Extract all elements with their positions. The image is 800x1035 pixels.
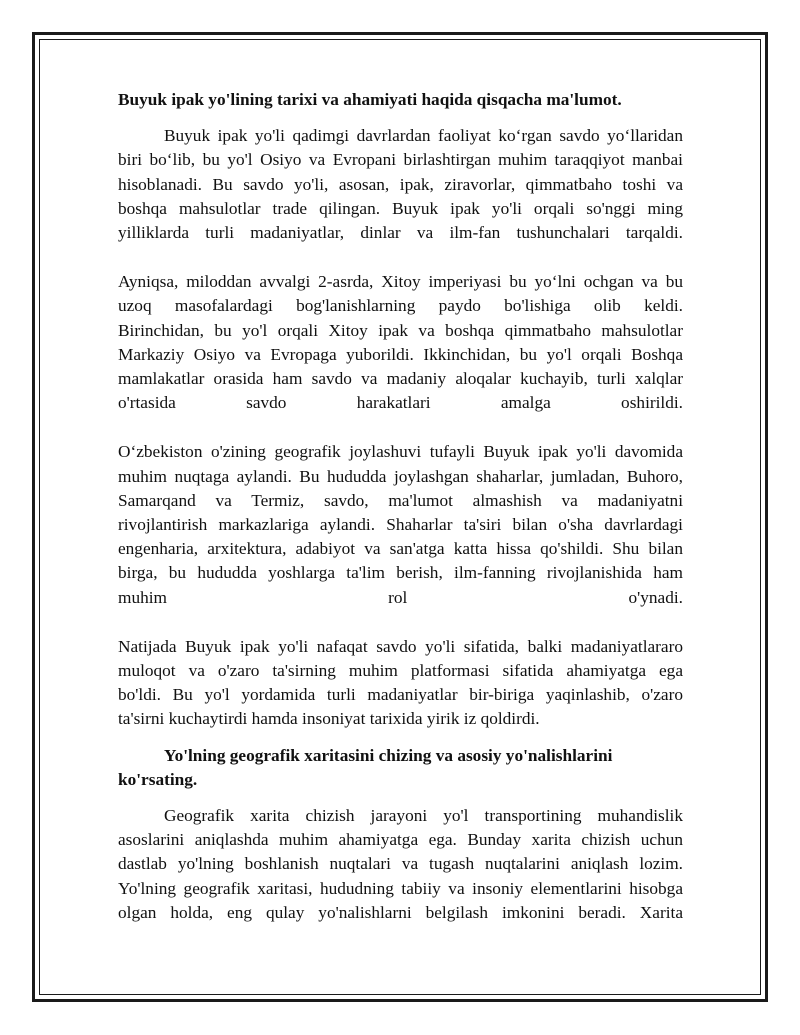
paragraph-map xyxy=(118,804,683,925)
text-line: Markaziy Osiyo va Evropaga yuborildi. Ikkinchidan, bu yo'l orqali Boshqa xyxy=(118,344,683,364)
text-line: bo'ldi. Bu yo'l yordamida turli madaniyatlar bir-biriga yaqinlashib, o'zaro xyxy=(118,685,683,705)
paragraph-history xyxy=(118,124,683,245)
text-line: biri bo‘lib, bu yo'l Osiyo va Evropani birlashtirgan muhim taraqqiyot manbai xyxy=(118,150,683,170)
text-line: engenharia, arxitektura, adabiyot va san'atga katta hissa qo'shildi. Shu bilan xyxy=(118,539,683,559)
heading-line: ko'rsating. xyxy=(118,769,198,789)
text-line: asoslarini aniqlashda muhim ahamiyatga ega. Bunday xarita chizish uchun xyxy=(118,830,683,850)
text-line: o'rtasida savdo harakatlari amalga oshirildi. xyxy=(118,393,683,413)
text-line: muloqot va o'zaro ta'sirning muhim platformasi sifatida ahamiyatga ega xyxy=(118,661,683,681)
text-line: muhim nuqtaga aylandi. Bu hududda joylashgan shaharlar, jumladan, Buhoro, xyxy=(118,466,683,486)
paragraph-uzbekistan xyxy=(118,440,683,609)
text-line: birga, bu hududda yoshlarga ta'lim berish, ilm-fanning rivojlanishida ham xyxy=(118,563,683,583)
text-line: O‘zbekiston o'zining geografik joylashuvi tufayli Buyuk ipak yo'li davomida xyxy=(118,442,683,462)
document-body xyxy=(118,88,683,925)
heading-line: Yo'lning geografik xaritasini chizing va asosiy yo'nalishlarini xyxy=(164,745,613,765)
text-line: boshqa mahsulotlar trade qilingan. Buyuk ipak yo'li orqali so'nggi ming xyxy=(118,198,683,218)
text-line: Ayniqsa, miloddan avvalgi 2-asrda, Xitoy imperiyasi bu yo‘lni ochgan va bu xyxy=(118,272,683,292)
text-line: muhim rol o'ynadi. xyxy=(118,587,683,607)
text-line: olgan holda, eng qulay yo'nalishlarni belgilash imkonini beradi. Xarita xyxy=(118,902,683,922)
text-line: Buyuk ipak yo'li qadimgi davrlardan faoliyat ko‘rgan savdo yo‘llaridan xyxy=(164,126,683,146)
text-line: rivojlantirish markazlariga aylandi. Shaharlar ta'siri bilan o'sha davrlardagi xyxy=(118,515,683,535)
text-line: ta'sirni kuchaytirdi hamda insoniyat tarixida yirik iz qoldirdi. xyxy=(118,709,540,729)
paragraph-conclusion xyxy=(118,635,683,732)
text-line: yilliklarda turli madaniyatlar, dinlar va ilm-fan tushunchalari tarqaldi. xyxy=(118,223,683,243)
text-line: Yo'lning geografik xaritasi, hududning tabiiy va insoniy elementlarini hisobga xyxy=(118,878,683,898)
text-line: Geografik xarita chizish jarayoni yo'l transportining muhandislik xyxy=(164,806,683,826)
text-line: Birinchidan, bu yo'l orqali Xitoy ipak va boshqa qimmatbaho mahsulotlar xyxy=(118,320,683,340)
paragraph-china xyxy=(118,270,683,415)
text-line: Natijada Buyuk ipak yo'li nafaqat savdo yo'li sifatida, balki madaniyatlararo xyxy=(118,636,683,656)
text-line: mamlakatlar orasida ham savdo va madaniy aloqalar kuchayib, turli xalqlar xyxy=(118,369,683,389)
text-line: dastlab yo'lning boshlanish nuqtalari va tugash nuqtalarini aniqlash lozim. xyxy=(118,854,683,874)
text-line: hisoblanadi. Bu savdo yo'li, asosan, ipak, ziravorlar, qimmatbaho toshi va xyxy=(118,174,683,194)
section-heading xyxy=(118,744,683,792)
text-line: Samarqand va Termiz, savdo, ma'lumot almashish va madaniyatni xyxy=(118,490,683,510)
document-title: Buyuk ipak yo'lining tarixi va ahamiyati haqida qisqacha ma'lumot. xyxy=(118,90,622,109)
text-line: uzoq masofalardagi bog'lanishlarning paydo bo'lishiga olib keldi. xyxy=(118,296,683,316)
